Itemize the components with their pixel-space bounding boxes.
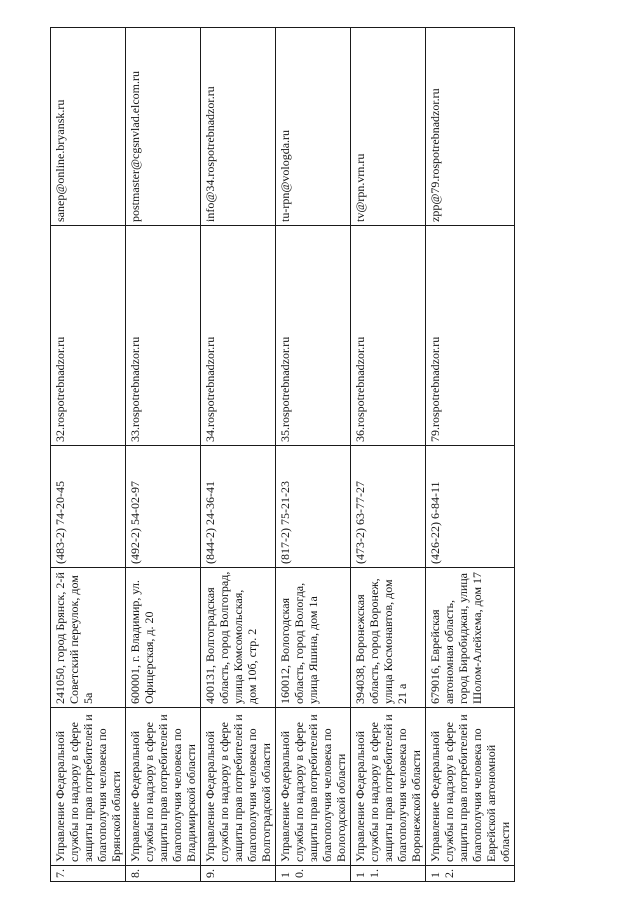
- row-number: 10.: [276, 866, 351, 882]
- row-number: 7.: [51, 866, 126, 882]
- office-email: postmaster@cgsnvlad.elcom.ru: [126, 28, 201, 226]
- office-email: info@34.rospotrebnadzor.ru: [201, 28, 276, 226]
- office-name: Управление Федеральной службы по надзору в сфере защиты прав потребителей и благополучия человека по Вологодской области: [276, 708, 351, 866]
- office-name: Управление Федеральной службы по надзору в сфере защиты прав потребителей и благополучия человека по Брянской области: [51, 708, 126, 866]
- office-phone: (817-2) 75-21-23: [276, 446, 351, 568]
- office-address: 160012, Вологодская область, город Вологда, улица Яшина, дом 1а: [276, 568, 351, 708]
- office-email: tv@rpn.vrn.ru: [351, 28, 426, 226]
- office-website: 33.rospotrebnadzor.ru: [126, 226, 201, 446]
- office-website: 79.rospotrebnadzor.ru: [426, 226, 515, 446]
- office-name: Управление Федеральной службы по надзору в сфере защиты прав потребителей и благополучия человека по Волгоградской области: [201, 708, 276, 866]
- rotated-table-page: [50, 28, 512, 882]
- office-address: 241050, город Брянск, 2-й Советский переулок, дом 5а: [51, 568, 126, 708]
- table-row: [276, 28, 351, 882]
- table-row: [351, 28, 426, 882]
- office-name: Управление Федеральной службы по надзору в сфере защиты прав потребителей и благополучия человека по Владимирской области: [126, 708, 201, 866]
- office-phone: (426-22) 6-84-11: [426, 446, 515, 568]
- office-address: 679016, Еврейская автономная область, город Биробиджан, улица Шолом-Алейхема, дом 17: [426, 568, 515, 708]
- office-website: 35.rospotrebnadzor.ru: [276, 226, 351, 446]
- office-phone: (844-2) 24-36-41: [201, 446, 276, 568]
- rospotrebnadzor-offices-table: [50, 27, 515, 882]
- row-number: 11.: [351, 866, 426, 882]
- office-phone: (473-2) 63-77-27: [351, 446, 426, 568]
- row-number: 9.: [201, 866, 276, 882]
- office-phone: (483-2) 74-20-45: [51, 446, 126, 568]
- office-email: tu-rpn@vologda.ru: [276, 28, 351, 226]
- table-row: [426, 28, 515, 882]
- office-phone: (492-2) 54-02-97: [126, 446, 201, 568]
- table-row: [126, 28, 201, 882]
- office-name: Управление Федеральной службы по надзору в сфере защиты прав потребителей и благополучия человека по Еврейской автономной области: [426, 708, 515, 866]
- office-email: zpp@79.rospotrebnadzor.ru: [426, 28, 515, 226]
- office-address: 400131, Волгоградская область, город Волгоград, улица Комсомольская, дом 10б, стр. 2: [201, 568, 276, 708]
- office-website: 32.rospotrebnadzor.ru: [51, 226, 126, 446]
- office-name: Управление Федеральной службы по надзору в сфере защиты прав потребителей и благополучия человека по Воронежской области: [351, 708, 426, 866]
- table-row: [201, 28, 276, 882]
- office-website: 34.rospotrebnadzor.ru: [201, 226, 276, 446]
- office-email: sanep@online.bryansk.ru: [51, 28, 126, 226]
- row-number: 12.: [426, 866, 515, 882]
- row-number: 8.: [126, 866, 201, 882]
- table-row: [51, 28, 126, 882]
- office-website: 36.rospotrebnadzor.ru: [351, 226, 426, 446]
- office-address: 394038, Воронежская область, город Воронеж, улица Космонавтов, дом 21 а: [351, 568, 426, 708]
- office-address: 600001, г. Владимир, ул. Офицерская, д. 20: [126, 568, 201, 708]
